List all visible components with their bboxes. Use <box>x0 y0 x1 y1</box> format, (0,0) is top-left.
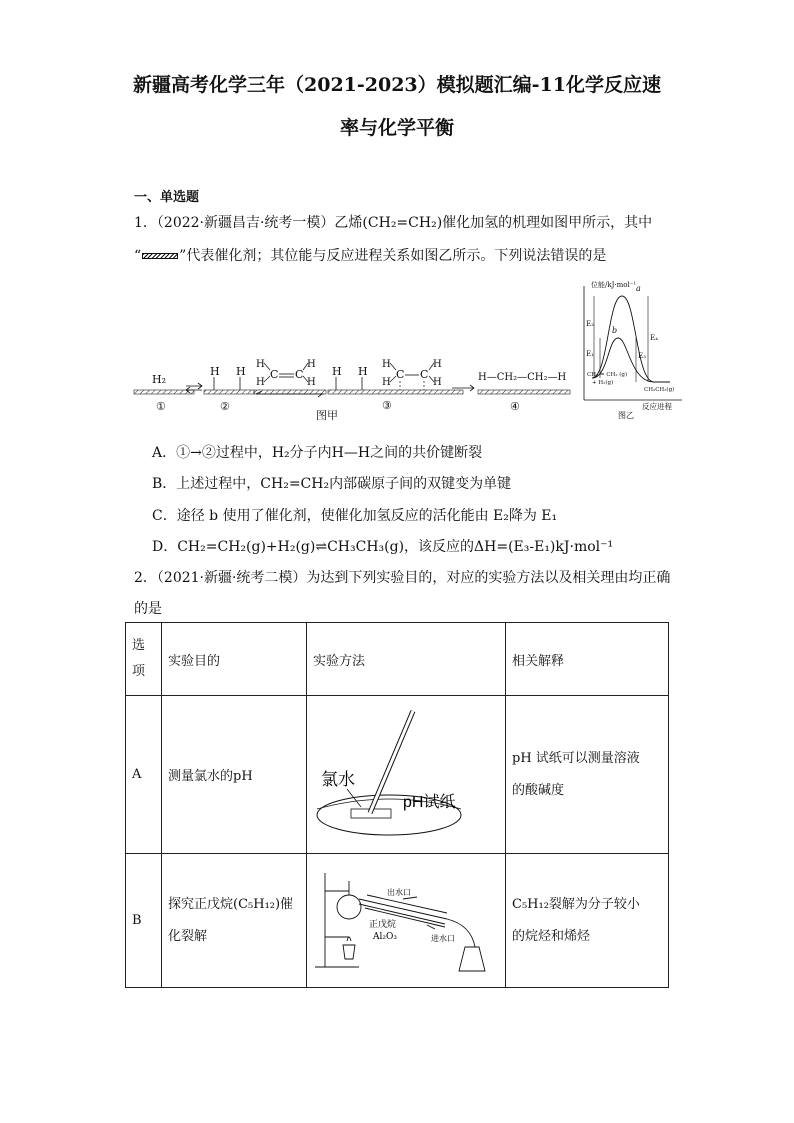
svg-text:H: H <box>433 359 442 370</box>
surface-1 <box>134 390 194 394</box>
q1-option-a: A．①→②过程中，H₂分子内H—H之间的共价键断裂 <box>152 445 483 461</box>
svg-text:a: a <box>636 284 641 293</box>
svg-text:H: H <box>236 365 246 378</box>
q1-stem-line2: “ ”代表催化剂；其位能与反应进程关系如图乙所示。下列说法错误的是 <box>134 248 607 264</box>
svg-text:E₄: E₄ <box>650 334 658 342</box>
surface-3 <box>254 390 326 394</box>
catalyst-symbol-icon <box>142 253 178 259</box>
header-purpose: 实验目的 <box>162 623 307 696</box>
svg-text:H: H <box>256 359 265 370</box>
svg-text:H: H <box>307 359 316 370</box>
row-a-explanation: pH 试纸可以测量溶液 的酸碱度 <box>506 696 669 854</box>
svg-text:图乙: 图乙 <box>618 411 634 420</box>
svg-text:Al₂O₃: Al₂O₃ <box>373 931 397 942</box>
q1-option-b: B．上述过程中，CH₂=CH₂内部碳原子间的双键变为单键 <box>152 476 512 492</box>
cracking-apparatus-figure <box>307 855 505 987</box>
svg-text:正戊烷: 正戊烷 <box>369 919 397 930</box>
row-b-explanation: C₅H₁₂裂解为分子较小 的烷烃和烯烃 <box>506 854 669 988</box>
svg-text:CH₂ = CH₂ (g): CH₂ = CH₂ (g) <box>587 372 628 378</box>
doc-title-line1: 新疆高考化学三年（2021-2023）模拟题汇编-11化学反应速 <box>133 74 661 96</box>
svg-text:氯水: 氯水 <box>321 769 355 789</box>
svg-text:H: H <box>307 377 316 388</box>
row-b-key: B <box>126 854 162 988</box>
svg-text:H: H <box>358 365 368 378</box>
svg-text:E₃: E₃ <box>638 352 646 360</box>
svg-text:E₁: E₁ <box>586 350 594 358</box>
surface-4 <box>328 390 463 394</box>
fig1-h2: H₂ <box>152 373 167 386</box>
svg-text:E₂: E₂ <box>586 320 594 328</box>
svg-text:C: C <box>420 368 429 381</box>
figure-yi <box>578 278 684 428</box>
svg-text:反应进程: 反应进程 <box>642 402 672 411</box>
section-heading: 一、单选题 <box>134 190 200 205</box>
q1-stem-line1: 1．（2022·新疆昌吉·统考一模）乙烯(CH₂=CH₂)催化加氢的机理如图甲所示，其中 <box>134 215 653 231</box>
svg-text:H: H <box>332 365 342 378</box>
svg-text:H: H <box>256 377 265 388</box>
svg-text:④: ④ <box>510 400 520 413</box>
row-b-method <box>307 854 506 988</box>
svg-text:②: ② <box>220 400 230 413</box>
svg-text:出水口: 出水口 <box>387 887 411 897</box>
svg-text:H: H <box>382 377 391 388</box>
q1-option-c: C．途径 b 使用了催化剂，使催化加氢反应的活化能由 E₂降为 E₁ <box>152 508 558 524</box>
svg-text:H: H <box>433 377 442 388</box>
svg-text:H: H <box>382 359 391 370</box>
svg-text:位能/kJ·mol⁻¹: 位能/kJ·mol⁻¹ <box>591 281 637 289</box>
svg-text:CH₃CH₃(g): CH₃CH₃(g) <box>644 387 675 393</box>
row-a-purpose: 测量氯水的pH <box>162 696 307 854</box>
row-a-key: A <box>126 696 162 854</box>
svg-text:C: C <box>295 368 304 381</box>
doc-title-line2: 率与化学平衡 <box>339 117 454 139</box>
ph-test-figure <box>307 697 505 853</box>
row-a-method <box>307 696 506 854</box>
figure-jia <box>132 345 577 427</box>
header-option: 选 项 <box>126 623 162 696</box>
q2-stem-line1: 2．（2021·新疆·统考二模）为达到下列实验目的，对应的实验方法以及相关理由均正确 <box>134 570 671 586</box>
svg-text:①: ① <box>156 400 166 413</box>
svg-text:③: ③ <box>382 399 392 412</box>
table-row <box>126 696 669 854</box>
q1-option-d: D．CH₂=CH₂(g)+H₂(g)⇌CH₃CH₃(g)，该反应的ΔH=(E₃-E₁)kJ·mol⁻¹ <box>152 539 614 555</box>
q2-stem-line2: 的是 <box>134 601 162 617</box>
header-explanation: 相关解释 <box>506 623 669 696</box>
svg-text:pH试纸: pH试纸 <box>403 793 456 811</box>
table-header-row <box>126 623 669 696</box>
svg-text:C: C <box>270 368 279 381</box>
svg-text:b: b <box>612 326 618 335</box>
table-row <box>126 854 669 988</box>
row-b-purpose: 探究正戊烷(C₅H₁₂)催 化裂解 <box>162 854 307 988</box>
svg-text:H: H <box>210 365 220 378</box>
q2-table <box>125 622 669 988</box>
svg-text:进水口: 进水口 <box>431 933 455 943</box>
fig1-caption: 图甲 <box>316 409 338 422</box>
header-method: 实验方法 <box>307 623 506 696</box>
surface-2 <box>204 390 254 394</box>
surface-5 <box>478 390 570 394</box>
fig1-ethane: H—CH₂—CH₂—H <box>478 372 567 383</box>
svg-text:+ H₂(g): + H₂(g) <box>592 380 614 386</box>
svg-text:C: C <box>396 368 405 381</box>
